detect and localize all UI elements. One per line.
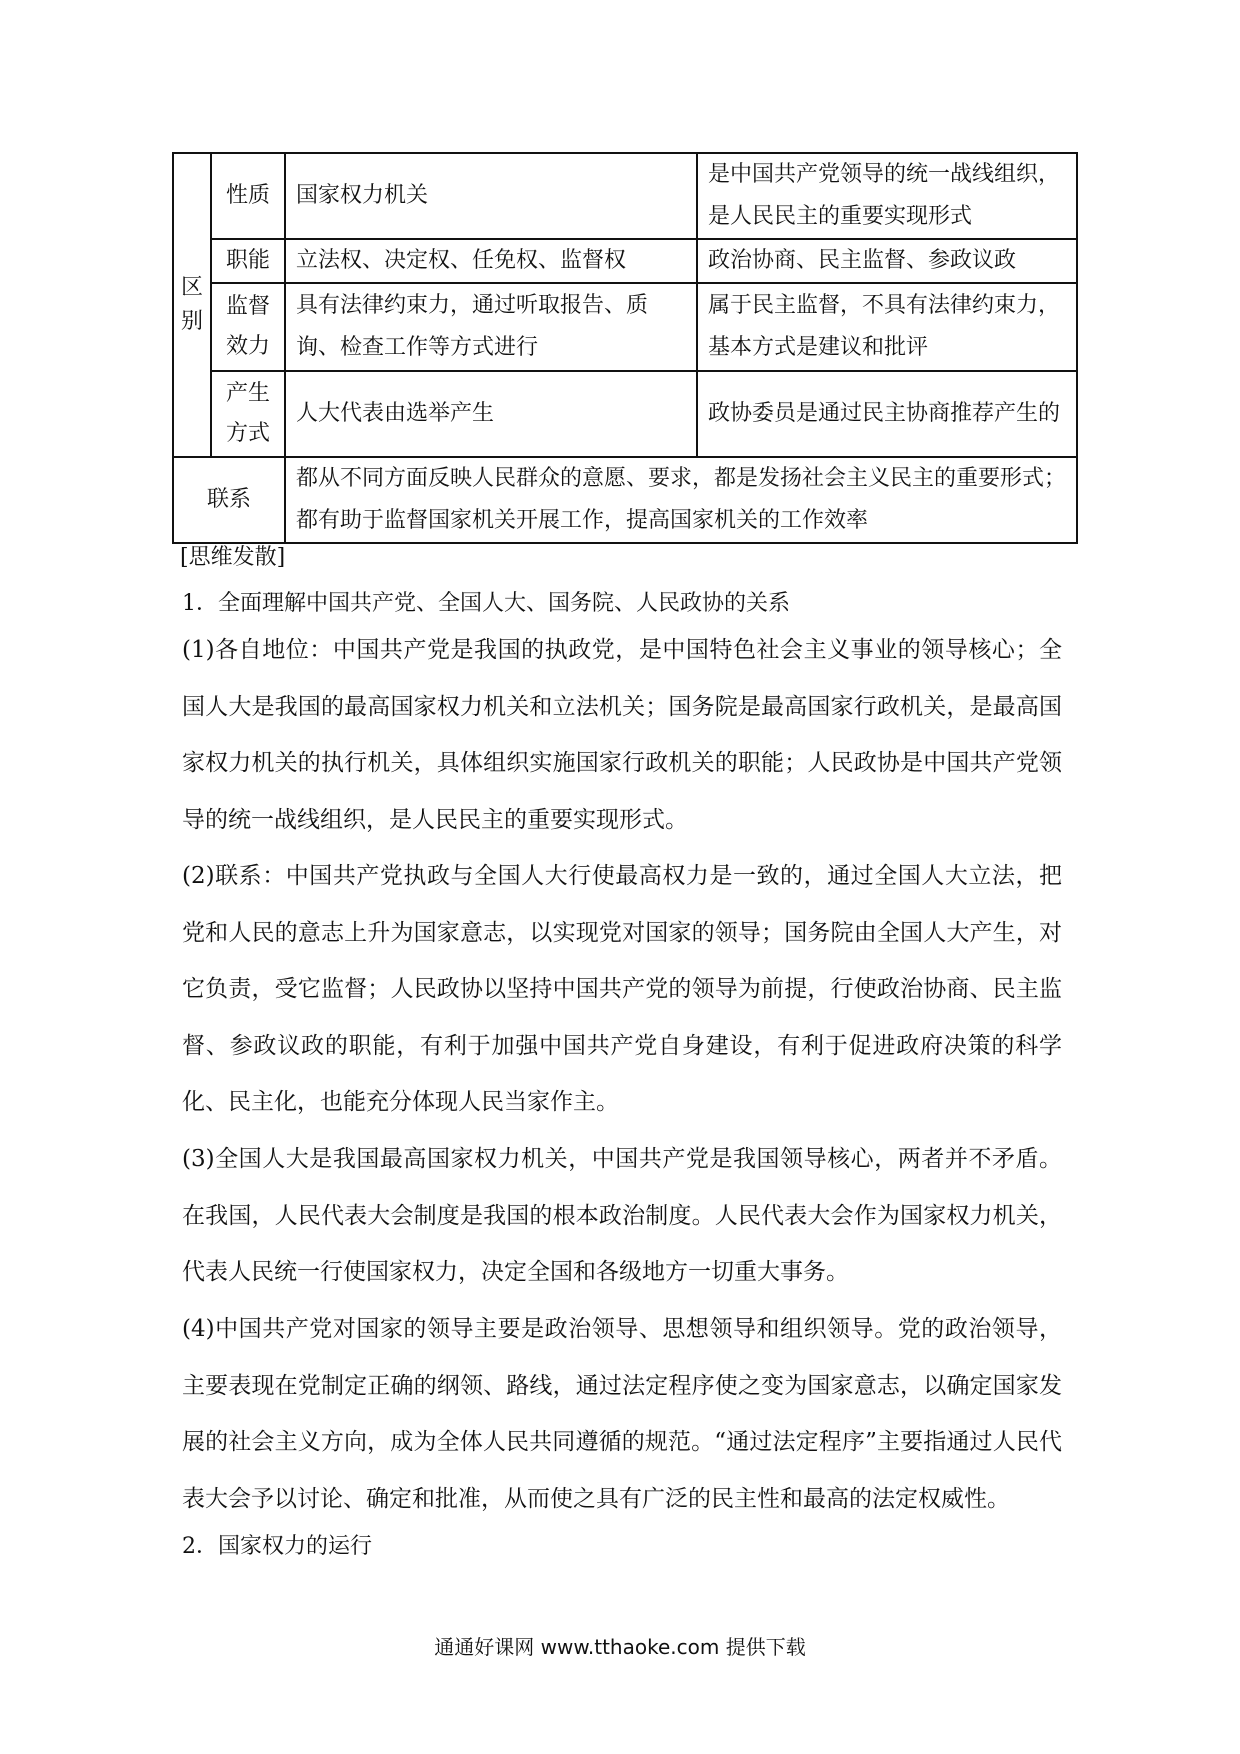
npc-cell: 人大代表由选举产生 <box>285 371 697 457</box>
row-category: 职能 <box>211 239 285 283</box>
row-category: 监督效力 <box>211 283 285 371</box>
link-text: 都从不同方面反映人民群众的意愿、要求，都是发扬社会主义民主的重要形式；都有助于监督国家机关开展工作，提高国家机关的工作效率 <box>285 457 1077 543</box>
link-label: 联系 <box>173 457 285 543</box>
paragraph-1: (1)各自地位：中国共产党是我国的执政党，是中国特色社会主义事业的领导核心；全国人大是我国的最高国家权力机关和立法机关；国务院是最高国家行政机关，是最高国家权力机关的执行机关，具体组织实施国家行政机关的职能；人民政协是中国共产党领导的统一战线组织，是人民民主的重要实现形式。 <box>182 637 1062 833</box>
table-row <box>173 457 1077 543</box>
table-row <box>173 283 1077 371</box>
page-footer: 通通好课网 www.tthaoke.com 提供下载 <box>434 1635 806 1659</box>
section-tag: [思维发散] <box>180 545 286 570</box>
row-category: 产生方式 <box>211 371 285 457</box>
cppcc-cell: 属于民主监督，不具有法律约束力，基本方式是建议和批评 <box>697 283 1077 371</box>
paragraph-2: (2)联系：中国共产党执政与全国人大行使最高权力是一致的，通过全国人大立法，把党和人民的意志上升为国家意志，以实现党对国家的领导；国务院由全国人大产生，对它负责，受它监督；人民政协以坚持中国共产党的领导为前提，行使政治协商、民主监督、参政议政的职能，有利于加强中国共产党自身建设，有利于促进政府决策的科学化、民主化，也能充分体现人民当家作主。 <box>182 863 1062 1115</box>
comparison-table <box>172 152 1078 544</box>
table-row <box>173 371 1077 457</box>
heading-2: 2．国家权力的运行 <box>182 1534 372 1559</box>
cppcc-cell: 政协委员是通过民主协商推荐产生的 <box>697 371 1077 457</box>
npc-cell: 国家权力机关 <box>285 153 697 239</box>
cppcc-cell: 是中国共产党领导的统一战线组织，是人民民主的重要实现形式 <box>697 153 1077 239</box>
cppcc-cell: 政治协商、民主监督、参政议政 <box>697 239 1077 283</box>
table-row <box>173 239 1077 283</box>
paragraph-4: (4)中国共产党对国家的领导主要是政治领导、思想领导和组织领导。党的政治领导，主要表现在党制定正确的纲领、路线，通过法定程序使之变为国家意志，以确定国家发展的社会主义方向，成为全体人民共同遵循的规范。“通过法定程序”主要指通过人民代表大会予以讨论、确定和批准，从而使之具有广泛的民主性和最高的法定权威性。 <box>182 1316 1062 1512</box>
npc-cell: 立法权、决定权、任免权、监督权 <box>285 239 697 283</box>
heading-1: 1．全面理解中国共产党、全国人大、国务院、人民政协的关系 <box>182 591 790 616</box>
difference-label: 区别 <box>173 153 211 457</box>
table-row <box>173 153 1077 239</box>
npc-cell: 具有法律约束力，通过听取报告、质询、检查工作等方式进行 <box>285 283 697 371</box>
row-category: 性质 <box>211 153 285 239</box>
paragraph-3: (3)全国人大是我国最高国家权力机关，中国共产党是我国领导核心，两者并不矛盾。在我国，人民代表大会制度是我国的根本政治制度。人民代表大会作为国家权力机关，代表人民统一行使国家权力，决定全国和各级地方一切重大事务。 <box>182 1146 1062 1285</box>
